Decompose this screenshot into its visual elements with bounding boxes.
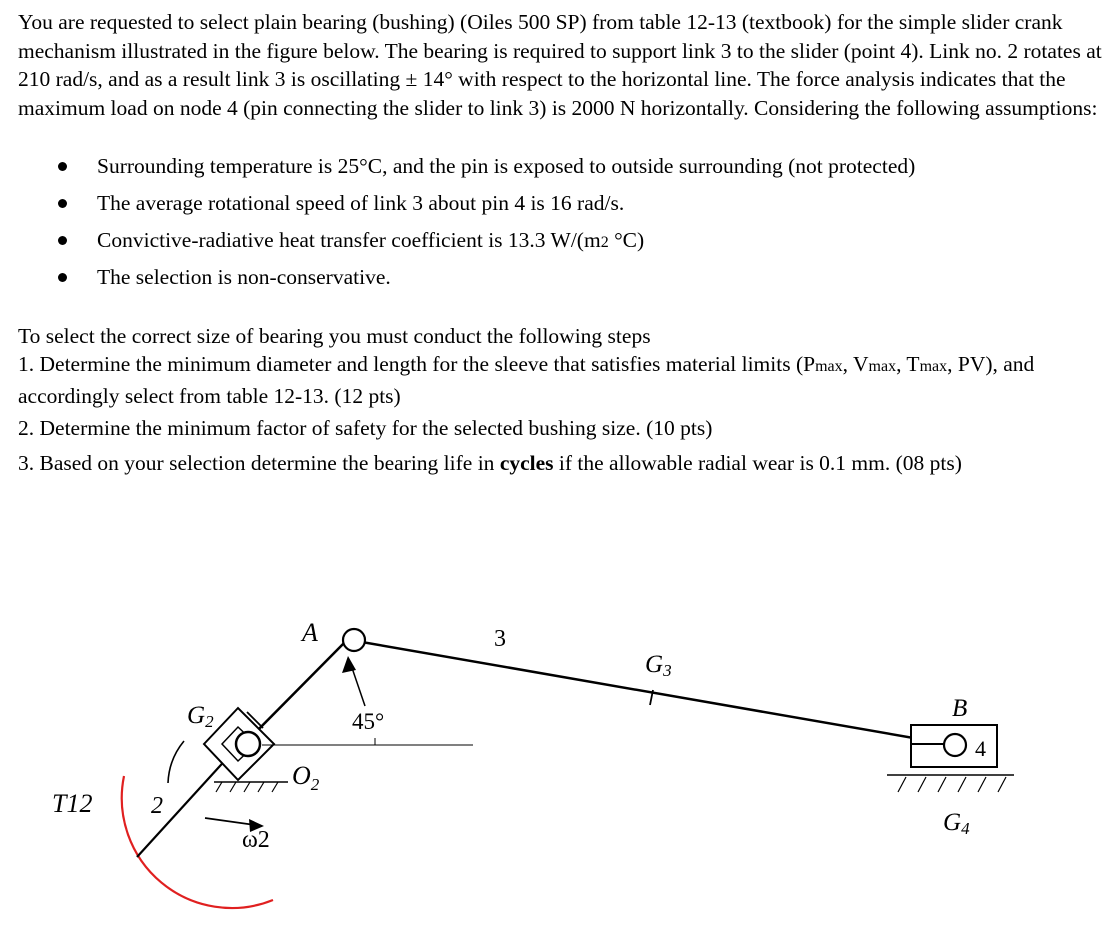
label-g4: G4 bbox=[943, 809, 970, 838]
bullet-icon bbox=[58, 236, 67, 245]
bullet-icon bbox=[58, 162, 67, 171]
label-b: B bbox=[952, 695, 968, 722]
step-2: 2. Determine the minimum factor of safety for the selected bushing size. (10 pts) bbox=[18, 416, 713, 440]
step-3-emphasis: cycles bbox=[499, 451, 554, 475]
label-g3: G3 bbox=[645, 651, 672, 680]
step-3-text: 3. Based on your selection determine the bearing life in bbox=[18, 451, 500, 475]
step-1 bbox=[18, 350, 1108, 410]
problem-intro: You are requested to select plain bearing (bushing) (Oiles 500 SP) from table 12-13 (textbook) for the simple slider crank mechanism illustrated in the figure below. The bearing is required to support link 3 to the slider (point 4). Link no. 2 rotates at 210 rad/s, and as a result link 3 is oscillating ± 14° with respect to the horizontal line. The force analysis indicates that the maximum load on node 4 (pin connecting the slider to link 3) is 2000 N horizontally. Considering the following assumptions: bbox=[18, 10, 1102, 120]
label-4: 4 bbox=[975, 736, 986, 761]
step-1-text: , T bbox=[896, 352, 920, 376]
label-g2: G2 bbox=[187, 702, 214, 731]
subscript: max bbox=[815, 358, 843, 375]
label-a: A bbox=[302, 618, 318, 647]
step-3-text: if the allowable radial wear is 0.1 mm. (08 pts) bbox=[553, 451, 962, 475]
subscript: max bbox=[919, 358, 948, 375]
link-2 bbox=[250, 640, 347, 738]
pin-a-icon bbox=[343, 629, 365, 651]
label-link-2: 2 bbox=[151, 793, 163, 819]
assumption-text: Surrounding temperature is 25°C, and the pin is exposed to outside surrounding (not protected) bbox=[97, 154, 916, 178]
ground-hatch bbox=[216, 782, 278, 792]
o2-pin-icon bbox=[236, 732, 260, 756]
step-1-text: , PV), and accordingly select from table 12-13. (12 pts) bbox=[18, 352, 1035, 408]
assumption-text: The selection is non-conservative. bbox=[97, 265, 391, 289]
step-1-text: 1. Determine the minimum diameter and length for the sleeve that satisfies material limits (P bbox=[18, 352, 816, 376]
bullet-icon bbox=[58, 199, 67, 208]
angle-arrowhead-icon bbox=[342, 656, 356, 673]
label-link-3: 3 bbox=[494, 626, 506, 652]
assumption-text-end: °C) bbox=[608, 228, 645, 252]
bullet-icon bbox=[58, 273, 67, 282]
steps-intro: To select the correct size of bearing you must conduct the following steps bbox=[18, 324, 651, 348]
subscript: max bbox=[868, 358, 897, 375]
step-1-text: , V bbox=[842, 352, 869, 376]
assumption-text: Convictive-radiative heat transfer coefficient is 13.3 W/(m bbox=[97, 228, 601, 252]
label-omega2: ω2 bbox=[242, 827, 270, 853]
unit-exponent: 2 bbox=[600, 234, 609, 251]
assumption-text: The average rotational speed of link 3 about pin 4 is 16 rad/s. bbox=[97, 191, 625, 215]
step-3 bbox=[18, 449, 1108, 478]
slider-crank-figure bbox=[0, 590, 1116, 920]
label-o2: $O_2$ bbox=[292, 761, 320, 794]
pin-4-icon bbox=[944, 734, 966, 756]
slider-ground-hatch bbox=[898, 777, 1006, 792]
arc-line bbox=[168, 741, 184, 783]
label-t12: T12 bbox=[52, 789, 93, 818]
label-angle: 45° bbox=[352, 709, 385, 734]
